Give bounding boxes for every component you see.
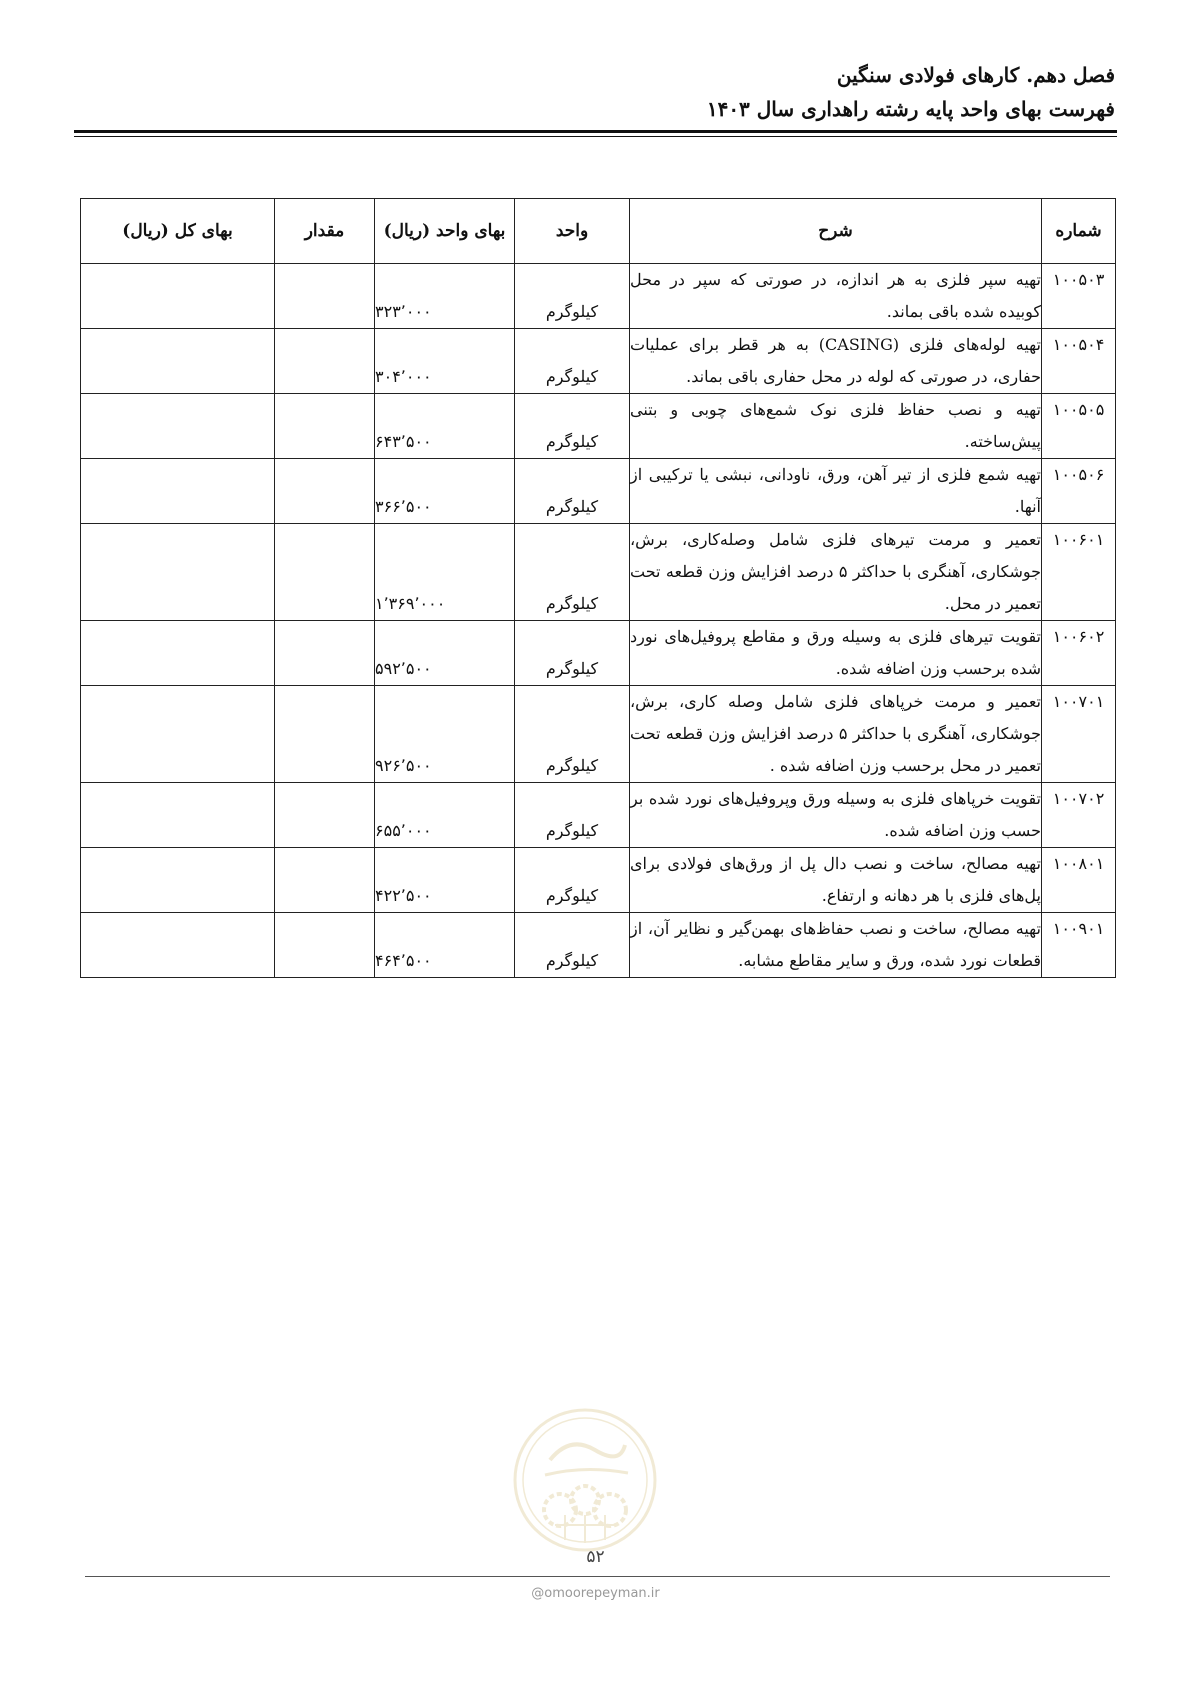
- item-description: تهیه سپر فلزی به هر اندازه، در صورتی که سپر در محل کوبیده شده باقی بماند.: [630, 264, 1042, 329]
- item-code: ۱۰۰۹۰۱: [1042, 913, 1116, 978]
- item-code: ۱۰۰۵۰۴: [1042, 329, 1116, 394]
- table-row: [81, 621, 1116, 686]
- table-row: [81, 329, 1116, 394]
- table-row: [81, 783, 1116, 848]
- column-header-unit-price: بهای واحد (ریال): [375, 199, 515, 264]
- item-unit: کیلوگرم: [515, 524, 630, 621]
- item-unit: کیلوگرم: [515, 686, 630, 783]
- watermark-logo-icon: [510, 1405, 660, 1555]
- column-header-total-price: بهای کل (ریال): [81, 199, 275, 264]
- item-code: ۱۰۰۵۰۵: [1042, 394, 1116, 459]
- column-header-code: شماره: [1042, 199, 1116, 264]
- item-unit: کیلوگرم: [515, 394, 630, 459]
- price-list-table: [80, 198, 1116, 978]
- item-code: ۱۰۰۵۰۳: [1042, 264, 1116, 329]
- item-description: تقویت تیرهای فلزی به وسیله ورق و مقاطع پروفیل‌های نورد شده برحسب وزن اضافه شده.: [630, 621, 1042, 686]
- item-code: ۱۰۰۷۰۲: [1042, 783, 1116, 848]
- item-unit-price: ۶۴۳٬۵۰۰: [375, 394, 515, 459]
- item-unit-price: ۱٬۳۶۹٬۰۰۰: [375, 524, 515, 621]
- footer-rule: [85, 1576, 1110, 1577]
- item-quantity-cell: [275, 459, 375, 524]
- footer-site-link[interactable]: @omoorepeyman.ir: [531, 1586, 660, 1601]
- item-total-cell: [81, 524, 275, 621]
- item-unit-price: ۶۵۵٬۰۰۰: [375, 783, 515, 848]
- item-total-cell: [81, 621, 275, 686]
- item-total-cell: [81, 459, 275, 524]
- item-description: تهیه مصالح، ساخت و نصب دال پل از ورق‌های فولادی برای پل‌های فلزی با هر دهانه و ارتفاع.: [630, 848, 1042, 913]
- item-description: تعمیر و مرمت خرپاهای فلزی شامل وصله کاری، برش، جوشکاری، آهنگری با حداکثر ۵ درصد افزایش وزن قطعه تحت تعمیر در محل برحسب وزن اضافه شده .: [630, 686, 1042, 783]
- item-quantity-cell: [275, 783, 375, 848]
- item-total-cell: [81, 783, 275, 848]
- item-total-cell: [81, 264, 275, 329]
- item-quantity-cell: [275, 524, 375, 621]
- item-unit-price: ۴۲۲٬۵۰۰: [375, 848, 515, 913]
- item-quantity-cell: [275, 394, 375, 459]
- item-quantity-cell: [275, 264, 375, 329]
- table-row: [81, 264, 1116, 329]
- table-row: [81, 394, 1116, 459]
- page-number: ۵۲: [586, 1547, 605, 1567]
- item-unit-price: ۴۶۴٬۵۰۰: [375, 913, 515, 978]
- header-rule-thin: [74, 136, 1117, 137]
- column-header-quantity: مقدار: [275, 199, 375, 264]
- item-quantity-cell: [275, 848, 375, 913]
- item-unit-price: ۳۲۳٬۰۰۰: [375, 264, 515, 329]
- item-total-cell: [81, 394, 275, 459]
- column-header-unit: واحد: [515, 199, 630, 264]
- item-description: تعمیر و مرمت تیرهای فلزی شامل وصله‌کاری، برش، جوشکاری، آهنگری با حداکثر ۵ درصد افزایش وزن قطعه تحت تعمیر در محل.: [630, 524, 1042, 621]
- column-header-description: شرح: [630, 199, 1042, 264]
- table-row: [81, 524, 1116, 621]
- item-unit-price: ۹۲۶٬۵۰۰: [375, 686, 515, 783]
- item-code: ۱۰۰۷۰۱: [1042, 686, 1116, 783]
- item-total-cell: [81, 329, 275, 394]
- table-row: [81, 848, 1116, 913]
- item-total-cell: [81, 848, 275, 913]
- header-rule-thick: [74, 130, 1117, 133]
- item-unit-price: ۳۰۴٬۰۰۰: [375, 329, 515, 394]
- item-description: تهیه و نصب حفاظ فلزی نوک شمع‌های چوبی و بتنی پیش‌ساخته.: [630, 394, 1042, 459]
- item-code: ۱۰۰۶۰۱: [1042, 524, 1116, 621]
- item-description: تقویت خرپاهای فلزی به وسیله ورق وپروفیل‌های نورد شده بر حسب وزن اضافه شده.: [630, 783, 1042, 848]
- item-unit: کیلوگرم: [515, 459, 630, 524]
- item-description: تهیه شمع فلزی از تیر آهن، ورق، ناودانی، نبشی یا ترکیبی از آنها.: [630, 459, 1042, 524]
- item-quantity-cell: [275, 913, 375, 978]
- item-quantity-cell: [275, 621, 375, 686]
- item-code: ۱۰۰۸۰۱: [1042, 848, 1116, 913]
- item-unit-price: ۵۹۲٬۵۰۰: [375, 621, 515, 686]
- item-unit: کیلوگرم: [515, 913, 630, 978]
- chapter-title: فصل دهم. کارهای فولادی سنگین: [836, 63, 1115, 87]
- item-unit-price: ۳۶۶٬۵۰۰: [375, 459, 515, 524]
- item-unit: کیلوگرم: [515, 621, 630, 686]
- page-header: [75, 58, 1115, 126]
- table-row: [81, 913, 1116, 978]
- item-code: ۱۰۰۵۰۶: [1042, 459, 1116, 524]
- item-quantity-cell: [275, 329, 375, 394]
- table-header-row: [81, 199, 1116, 264]
- item-unit: کیلوگرم: [515, 783, 630, 848]
- table-row: [81, 686, 1116, 783]
- item-unit: کیلوگرم: [515, 264, 630, 329]
- item-description: تهیه لوله‌های فلزی (CASING) به هر قطر برای عملیات حفاری، در صورتی که لوله در محل حفاری باقی بماند.: [630, 329, 1042, 394]
- item-unit: کیلوگرم: [515, 329, 630, 394]
- document-subtitle: فهرست بهای واحد پایه رشته راهداری سال ۱۴۰۳: [706, 97, 1115, 121]
- item-code: ۱۰۰۶۰۲: [1042, 621, 1116, 686]
- table-row: [81, 459, 1116, 524]
- item-quantity-cell: [275, 686, 375, 783]
- item-total-cell: [81, 913, 275, 978]
- item-total-cell: [81, 686, 275, 783]
- item-description: تهیه مصالح، ساخت و نصب حفاظ‌های بهمن‌گیر و نظایر آن، از قطعات نورد شده، ورق و سایر مقاطع مشابه.: [630, 913, 1042, 978]
- item-unit: کیلوگرم: [515, 848, 630, 913]
